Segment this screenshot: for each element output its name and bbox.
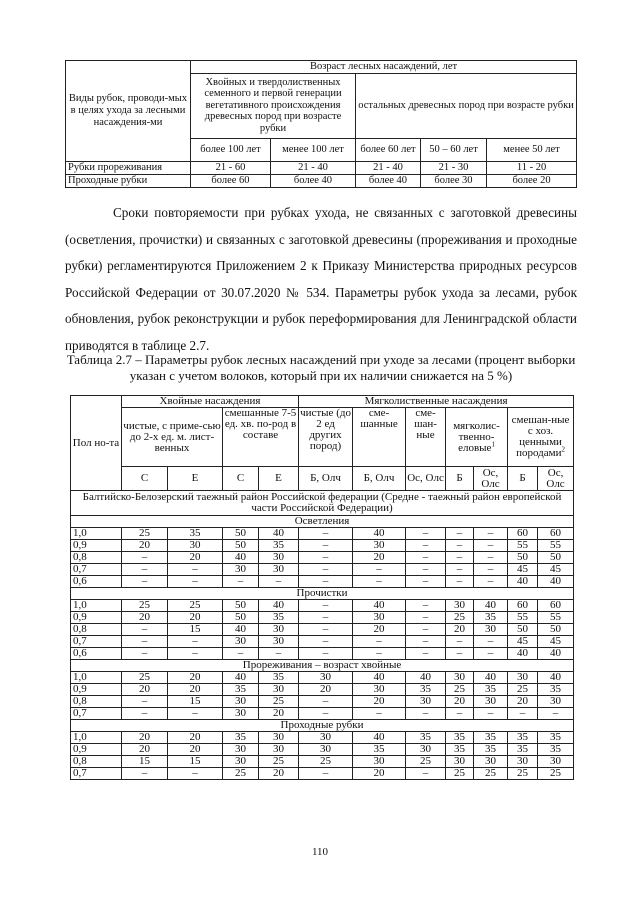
table-cell: –: [299, 708, 353, 720]
density-value: 0,9: [71, 744, 122, 756]
table-cell: 30: [406, 744, 446, 756]
table-cell: –: [353, 648, 406, 660]
table-cell: 35: [223, 732, 259, 744]
table-row: [71, 696, 574, 708]
table-cell: 30: [259, 744, 299, 756]
table-cell: –: [168, 648, 223, 660]
density-value: 1,0: [71, 672, 122, 684]
table-cell: 50: [538, 624, 574, 636]
table-cell: 21 - 60: [191, 161, 271, 174]
species-header: Б, Олч: [299, 467, 353, 491]
table-cell: 20: [259, 708, 299, 720]
table-cell: –: [299, 636, 353, 648]
table-cell: –: [474, 708, 508, 720]
table-cell: –: [474, 528, 508, 540]
species-header: Б, Олч: [353, 467, 406, 491]
table-cell: –: [406, 528, 446, 540]
table-cell: 15: [168, 624, 223, 636]
table-cell: 25: [122, 600, 168, 612]
table-cell: 35: [538, 744, 574, 756]
table-row: [71, 576, 574, 588]
section-header: Прочистки: [71, 588, 574, 600]
table-cell: 40: [353, 600, 406, 612]
table-cell: 20: [259, 768, 299, 780]
table-cell: более 40: [271, 174, 356, 187]
table-cell: 20: [122, 732, 168, 744]
table-cell: –: [122, 576, 168, 588]
table-cell: 20: [353, 552, 406, 564]
table-cell: –: [508, 708, 538, 720]
table-cell: –: [299, 564, 353, 576]
table-cell: более 30: [421, 174, 487, 187]
table-cell: 25: [168, 600, 223, 612]
table-cell: 20: [353, 624, 406, 636]
table-cell: –: [122, 552, 168, 564]
table-cell: 30: [446, 672, 474, 684]
age-subheader: более 60 лет: [356, 138, 421, 161]
table-cell: –: [446, 528, 474, 540]
table-cell: –: [406, 636, 446, 648]
table-cell: 45: [538, 636, 574, 648]
table-cell: 60: [538, 600, 574, 612]
table-cell: –: [353, 564, 406, 576]
table-row: [71, 756, 574, 768]
table-cell: –: [446, 540, 474, 552]
table-cell: 25: [508, 684, 538, 696]
table-cell: –: [259, 576, 299, 588]
conifer-header: Хвойные насаждения: [122, 396, 299, 408]
table-cell: 25: [446, 612, 474, 624]
table-cell: 25: [223, 768, 259, 780]
table-cell: 35: [168, 528, 223, 540]
table-cell: 30: [406, 696, 446, 708]
table-cell: 40: [259, 600, 299, 612]
table-row: [71, 564, 574, 576]
table-cell: 20: [122, 744, 168, 756]
table-cell: 25: [474, 768, 508, 780]
table-row: [71, 528, 574, 540]
table-cell: 30: [538, 756, 574, 768]
table-cell: 35: [223, 684, 259, 696]
table-cell: 20: [446, 624, 474, 636]
age-table: [65, 60, 577, 188]
table-cell: 35: [406, 732, 446, 744]
table-cell: –: [353, 636, 406, 648]
table-cell: –: [299, 528, 353, 540]
table-cell: –: [259, 648, 299, 660]
table-cell: 40: [538, 672, 574, 684]
table-cell: 30: [508, 672, 538, 684]
table-row: [71, 540, 574, 552]
table-cell: –: [168, 768, 223, 780]
table-cell: 20: [168, 732, 223, 744]
table-cell: 20: [353, 768, 406, 780]
table-cell: 30: [299, 672, 353, 684]
table-cell: 25: [299, 756, 353, 768]
table-cell: 30: [223, 696, 259, 708]
table-cell: 35: [446, 744, 474, 756]
table-cell: 40: [353, 732, 406, 744]
table-cell: –: [406, 612, 446, 624]
density-value: 1,0: [71, 528, 122, 540]
table-cell: 40: [259, 528, 299, 540]
table-cell: –: [168, 576, 223, 588]
density-value: 0,7: [71, 636, 122, 648]
table-cell: 40: [406, 672, 446, 684]
table-cell: 35: [474, 684, 508, 696]
table-cell: 55: [508, 612, 538, 624]
table-cell: 55: [538, 540, 574, 552]
other-group-header: остальных древесных пород при возрасте рубки: [356, 73, 577, 138]
table-cell: 50: [223, 540, 259, 552]
conifer-group-header: Хвойных и твердолиственных семенного и первой генерации вегетативного происхождения древесных пород при возрасте рубки: [191, 73, 356, 138]
table-cell: 60: [538, 528, 574, 540]
row-label: Рубки прореживания: [66, 161, 191, 174]
table-cell: 11 - 20: [487, 161, 577, 174]
table-cell: 30: [446, 600, 474, 612]
table-row: [71, 648, 574, 660]
table-cell: –: [446, 576, 474, 588]
table-cell: 50: [223, 528, 259, 540]
table-cell: 15: [122, 756, 168, 768]
soft-spruce-header: мягколис-твенно-еловые$^1$: [446, 408, 508, 467]
table-cell: 45: [508, 564, 538, 576]
table-cell: 30: [353, 684, 406, 696]
table-cell: 40: [223, 552, 259, 564]
species-header: Е: [259, 467, 299, 491]
table-cell: –: [299, 552, 353, 564]
table-row: [71, 552, 574, 564]
table-cell: 40: [353, 672, 406, 684]
table-cell: –: [474, 636, 508, 648]
table-cell: 35: [474, 612, 508, 624]
table-cell: –: [474, 576, 508, 588]
table-cell: 15: [168, 756, 223, 768]
table-cell: 40: [538, 648, 574, 660]
table-cell: 20: [508, 696, 538, 708]
table-cell: –: [122, 768, 168, 780]
table-cell: –: [538, 708, 574, 720]
table-cell: 30: [259, 684, 299, 696]
table-cell: 30: [508, 756, 538, 768]
table-cell: 30: [353, 756, 406, 768]
table-cell: 35: [474, 732, 508, 744]
table-cell: 50: [223, 612, 259, 624]
body-paragraph: Сроки повторяемости при рубках ухода, не связанных с заготовкой древесины (осветления, прочистки) и связанных с заготовкой древесины (прореживания и проходные рубки) регламентируются Приложением 2 к Приказу Министерства природных ресурсов Российской Федерации от 30.07.2020 № 534. Параметры рубок ухода за лесами, рубок обновления, рубок реконструкции и рубок переформирования для Ленинградской области приводятся в таблице 2.7.: [65, 205, 577, 353]
table-cell: –: [299, 768, 353, 780]
density-value: 1,0: [71, 600, 122, 612]
table-row: [71, 708, 574, 720]
table-cell: –: [446, 648, 474, 660]
table-cell: 25: [122, 672, 168, 684]
pure-conifer-header: чистые, с приме-сью до 2-х ед. м. лист-венных: [122, 408, 223, 467]
table-cell: 30: [223, 564, 259, 576]
page-number: 110: [311, 846, 329, 858]
table-cell: –: [474, 564, 508, 576]
table-cell: 35: [508, 744, 538, 756]
density-value: 0,9: [71, 612, 122, 624]
table-cell: –: [299, 600, 353, 612]
table-cell: 50: [508, 624, 538, 636]
species-header: С: [223, 467, 259, 491]
table-cell: 20: [168, 552, 223, 564]
table-cell: 40: [508, 576, 538, 588]
table-cell: –: [122, 624, 168, 636]
table-cell: 20: [168, 612, 223, 624]
table-cell: 35: [474, 744, 508, 756]
table-cell: 50: [538, 552, 574, 564]
table-cell: –: [168, 564, 223, 576]
age-subheader: менее 100 лет: [271, 138, 356, 161]
density-value: 1,0: [71, 732, 122, 744]
table-row: [71, 744, 574, 756]
table-cell: более 40: [356, 174, 421, 187]
table-cell: 35: [353, 744, 406, 756]
table-row: [71, 672, 574, 684]
table-row: [66, 174, 577, 187]
density-value: 0,8: [71, 756, 122, 768]
table-cell: 30: [474, 696, 508, 708]
table-cell: 30: [259, 636, 299, 648]
table-cell: 30: [223, 756, 259, 768]
table-cell: –: [122, 636, 168, 648]
table-cell: 15: [168, 696, 223, 708]
density-value: 0,7: [71, 708, 122, 720]
table-cell: 20: [168, 672, 223, 684]
valuable-mixed-header: смешан-ные с хоз. ценными породами$^2$: [508, 408, 574, 467]
table-cell: 30: [299, 744, 353, 756]
table-cell: –: [406, 624, 446, 636]
table-row: [71, 768, 574, 780]
table-cell: 20: [353, 696, 406, 708]
table-cell: 21 - 40: [271, 161, 356, 174]
table-cell: более 20: [487, 174, 577, 187]
table-cell: –: [299, 540, 353, 552]
row-label: Проходные рубки: [66, 174, 191, 187]
table-cell: 40: [223, 672, 259, 684]
mixed-soft-header-2: сме-шан-ные: [406, 408, 446, 467]
table-cell: –: [406, 708, 446, 720]
table-cell: 40: [474, 600, 508, 612]
table-cell: 35: [406, 684, 446, 696]
table-cell: 55: [538, 612, 574, 624]
table-cell: –: [406, 540, 446, 552]
table-cell: –: [122, 696, 168, 708]
table-row: [71, 636, 574, 648]
table-cell: 30: [353, 540, 406, 552]
table-cell: –: [474, 540, 508, 552]
table-row: [71, 684, 574, 696]
density-value: 0,6: [71, 576, 122, 588]
table-cell: 20: [299, 684, 353, 696]
density-value: 0,9: [71, 684, 122, 696]
age-subheader: более 100 лет: [191, 138, 271, 161]
density-header: Пол но-та: [71, 396, 122, 491]
table-cell: 30: [259, 552, 299, 564]
table-row: [71, 624, 574, 636]
table-cell: 55: [508, 540, 538, 552]
table-cell: –: [122, 648, 168, 660]
mixed-conifer-header: смешанные 7-5 ед. хв. по-род в составе: [223, 408, 299, 467]
table-cell: 40: [353, 528, 406, 540]
section-header: Проходные рубки: [71, 720, 574, 732]
table-cell: 25: [406, 756, 446, 768]
table-cell: 30: [168, 540, 223, 552]
table-cell: 30: [538, 696, 574, 708]
softwood-header: Мягколиственные насаждения: [299, 396, 574, 408]
table-cell: 50: [508, 552, 538, 564]
table-cell: 30: [223, 708, 259, 720]
species-header: Б: [446, 467, 474, 491]
table-cell: –: [406, 576, 446, 588]
density-value: 0,7: [71, 564, 122, 576]
section-header: Прореживания – возраст хвойные: [71, 660, 574, 672]
table-cell: 25: [259, 756, 299, 768]
table-cell: –: [168, 636, 223, 648]
table-cell: 45: [508, 636, 538, 648]
table-cell: –: [299, 576, 353, 588]
table-cell: 30: [299, 732, 353, 744]
table-cell: –: [299, 624, 353, 636]
table-cell: –: [223, 576, 259, 588]
table-cell: 20: [168, 744, 223, 756]
table-cell: 25: [446, 768, 474, 780]
cutting-types-header: Виды рубок, проводи-мых в целях ухода за лесными насаждения-ми: [66, 61, 191, 162]
table-cell: 21 - 40: [356, 161, 421, 174]
table-row: [71, 732, 574, 744]
table-cell: –: [299, 696, 353, 708]
age-subheader: менее 50 лет: [487, 138, 577, 161]
table-cell: 40: [508, 648, 538, 660]
table-cell: –: [406, 552, 446, 564]
table-cell: –: [406, 564, 446, 576]
age-header: Возраст лесных насаждений, лет: [191, 61, 577, 74]
table-cell: 30: [259, 564, 299, 576]
table-cell: 25: [122, 528, 168, 540]
table-cell: 20: [122, 540, 168, 552]
table-cell: более 60: [191, 174, 271, 187]
table-cell: 50: [223, 600, 259, 612]
density-value: 0,6: [71, 648, 122, 660]
table-cell: 25: [446, 684, 474, 696]
table-cell: –: [446, 708, 474, 720]
cutting-parameters-table: [70, 395, 574, 780]
table-cell: 20: [168, 684, 223, 696]
table-cell: 30: [446, 756, 474, 768]
table-cell: 60: [508, 528, 538, 540]
pure-soft-header: чистые (до 2 ед других пород): [299, 408, 353, 467]
table-cell: –: [299, 612, 353, 624]
density-value: 0,8: [71, 696, 122, 708]
table-cell: –: [446, 636, 474, 648]
species-header: Б: [508, 467, 538, 491]
species-header: С: [122, 467, 168, 491]
table-cell: 20: [122, 684, 168, 696]
table-cell: 30: [259, 732, 299, 744]
table-cell: 35: [538, 732, 574, 744]
table-row: [71, 612, 574, 624]
table-cell: 35: [259, 612, 299, 624]
table-cell: 25: [259, 696, 299, 708]
table-cell: 35: [538, 684, 574, 696]
table-cell: –: [406, 648, 446, 660]
species-header: Ос, Олс: [538, 467, 574, 491]
table-cell: 21 - 30: [421, 161, 487, 174]
table-cell: 40: [474, 672, 508, 684]
table-cell: 20: [446, 696, 474, 708]
table-cell: –: [474, 648, 508, 660]
table-cell: 40: [223, 624, 259, 636]
table-cell: 30: [223, 636, 259, 648]
table-cell: 35: [446, 732, 474, 744]
table-cell: 30: [474, 624, 508, 636]
species-header: Е: [168, 467, 223, 491]
table-row: [66, 161, 577, 174]
density-value: 0,9: [71, 540, 122, 552]
table-cell: 30: [474, 756, 508, 768]
table-cell: 35: [259, 540, 299, 552]
table-row: [71, 600, 574, 612]
table-cell: 35: [259, 672, 299, 684]
region-header: Балтийско-Белозерский таежный район Российской федерации (Средне - таежный район европейской части Российской Федерации): [71, 491, 574, 516]
section-header: Осветления: [71, 516, 574, 528]
table-cell: –: [168, 708, 223, 720]
table-cell: 20: [122, 612, 168, 624]
table-cell: 30: [259, 624, 299, 636]
table-cell: –: [446, 564, 474, 576]
table-cell: –: [474, 552, 508, 564]
species-header: Ос, Олс: [474, 467, 508, 491]
table-cell: –: [353, 708, 406, 720]
table-cell: 60: [508, 600, 538, 612]
table-cell: –: [223, 648, 259, 660]
density-value: 0,8: [71, 624, 122, 636]
table-cell: –: [446, 552, 474, 564]
table-cell: 30: [223, 744, 259, 756]
table-cell: –: [122, 564, 168, 576]
table-cell: 25: [508, 768, 538, 780]
table-cell: –: [406, 768, 446, 780]
table-cell: 35: [508, 732, 538, 744]
table-cell: –: [353, 576, 406, 588]
table-cell: 25: [538, 768, 574, 780]
table-cell: –: [122, 708, 168, 720]
density-value: 0,7: [71, 768, 122, 780]
density-value: 0,8: [71, 552, 122, 564]
table-cell: 40: [538, 576, 574, 588]
mixed-soft-header-1: сме-шанные: [353, 408, 406, 467]
age-subheader: 50 – 60 лет: [421, 138, 487, 161]
table-cell: –: [406, 600, 446, 612]
table-cell: 45: [538, 564, 574, 576]
table-cell: –: [299, 648, 353, 660]
table-cell: 30: [353, 612, 406, 624]
species-header: Ос, Олс: [406, 467, 446, 491]
table-caption: Таблица 2.7 – Параметры рубок лесных насаждений при уходе за лесами (процент выборки указан с учетом волоков, который при их наличии снижается на 5 %): [66, 352, 576, 383]
